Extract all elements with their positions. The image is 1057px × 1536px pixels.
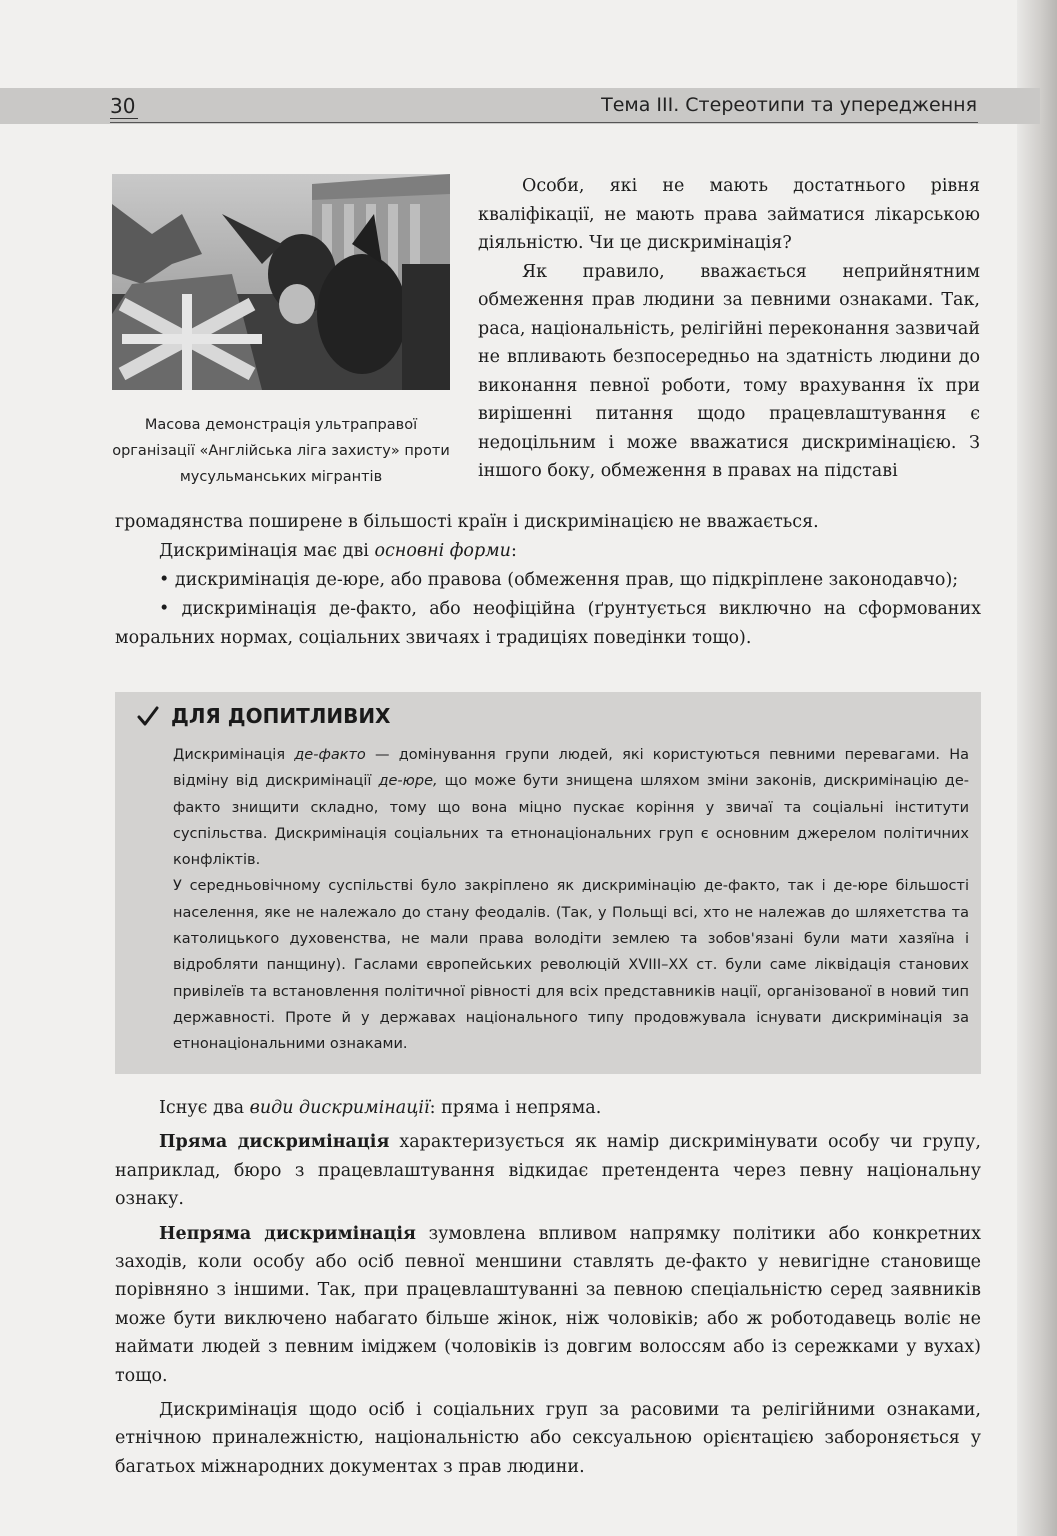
curious-paragraph-2: У середньовічному суспільстві було закріплено як дискримінацію де-факто, так і де-юре більшості населення, яке не належало до стану феодалів. (Так, у Польщі всі, хто не належав до шляхетства та католицького духовенства, не мали права володіти землею та зобов'язані були мати хазяїна і відробляти панщину). Гаслами європейських революцій XVIII–XX ст. були саме ліквідація станових привілеїв та встановлення політичної рівності для всіх представників нації, організованої в новий тип державності. Проте й у державах національного типу продовжувала існувати дискримінація за етнонаціональними ознаками. (173, 878, 969, 1053)
indirect-paragraph (115, 1220, 981, 1390)
bullet-de-jure: • дискримінація де-юре, або правова (обмеження прав, що підкріплене законодавчо); (159, 570, 959, 590)
curious-box (115, 692, 981, 1074)
forms-emphasis: основні форми (374, 541, 511, 561)
curious-p1-a: Дискримінація (173, 747, 295, 763)
direct-text: характеризується як намір дискримінувати особу чи групу, наприклад, бюро з працевлаштування відкидає претендента через певну національну ознаку. (115, 1132, 981, 1210)
page-edge-shadow (1017, 0, 1057, 1536)
forms-lead: Дискримінація має дві (159, 541, 375, 561)
direct-term: Пряма дискримінація (159, 1132, 390, 1153)
bullet-de-facto: • дискримінація де-факто, або неофіційна (ґрунтується виключно на сформованих моральних нормах, соціальних звичаях і традиціях поведінки тощо). (115, 599, 981, 648)
forms-paragraph (115, 537, 981, 566)
curious-heading (137, 704, 390, 728)
types-lead: Існує два (159, 1098, 250, 1118)
intro-paragraph-1: Особи, які не мають достатнього рівня кваліфікації, не мають права займатися лікарською діяльністю. Чи це дискримінація? (478, 176, 980, 253)
curious-p1-em2: де-юре, (378, 773, 438, 790)
lower-text (115, 1094, 981, 1487)
types-tail: : пряма і непряма. (429, 1098, 602, 1118)
final-paragraph: Дискримінація щодо осіб і соціальних груп за расовими та релігійними ознаками, етнічною приналежністю, національністю або сексуальною орієнтацією забороняється у багатьох міжнародних документах з прав людини. (115, 1400, 981, 1477)
curious-body (173, 742, 969, 1058)
intro-paragraph-2: Як правило, вважається неприйнятним обмеження прав людини за певними ознаками. Так, раса, національність, релігійні переконання зазвичай не впливають безпосередньо на здатність людини до виконання певної роботи, тому врахування їх при вирішенні питання щодо працевлаштування є недоцільним і може вважатися дискримінацією. З іншого боку, обмеження в правах на підставі (478, 261, 980, 481)
types-paragraph (115, 1094, 981, 1122)
curious-title: ДЛЯ ДОПИТЛИВИХ (171, 704, 391, 728)
indirect-term: Непряма дискримінація (159, 1223, 416, 1244)
photo-caption: Масова демонстрація ультраправої організації «Англійська ліга захисту» проти мусульманських мігрантів (112, 417, 450, 485)
curious-p1-em1: де-факто (294, 747, 366, 763)
forms-tail: : (510, 541, 517, 561)
types-emphasis: види дискримінації (249, 1098, 430, 1118)
demonstration-photo (112, 174, 450, 390)
curious-p1-b: — домінування групи людей, які користуються певними перевагами. На відміну від дискримінації (173, 747, 969, 790)
main-text (115, 508, 981, 653)
curious-p1-c: що може бути знищена шляхом зміни законів, дискримінацію де-факто знищити складно, тому що вона міцно пускає коріння у звичаї та соціальні інститути суспільства. Дискримінація соціальних та етнонаціональних груп є основним джерелом політичних конфліктів. (173, 773, 969, 869)
indirect-text: зумовлена впливом напрямку політики або конкретних заходів, коли особу або осіб певної меншини ставлять де-факто у невигідне становище порівняно з іншими. Так, при працевлаштуванні за певною спеціальністю серед заявників може бути виключено набагато більше жінок, ніж чоловіків; або ж роботодавець воліє не наймати людей з певним іміджем (чоловіків із довгим волоссям або із сережками у вухах) тощо. (115, 1223, 981, 1386)
curious-paragraph-1 (173, 742, 969, 873)
direct-paragraph (115, 1128, 981, 1213)
header-rule (110, 122, 978, 123)
main-paragraph-continuation: громадянства поширене в більшості країн і дискримінацією не вважається. (115, 512, 819, 532)
page-number: 30 (110, 94, 138, 119)
checkmark-icon (137, 705, 159, 727)
intro-column (478, 172, 980, 486)
running-title: Тема III. Стереотипи та упередження (601, 94, 977, 116)
